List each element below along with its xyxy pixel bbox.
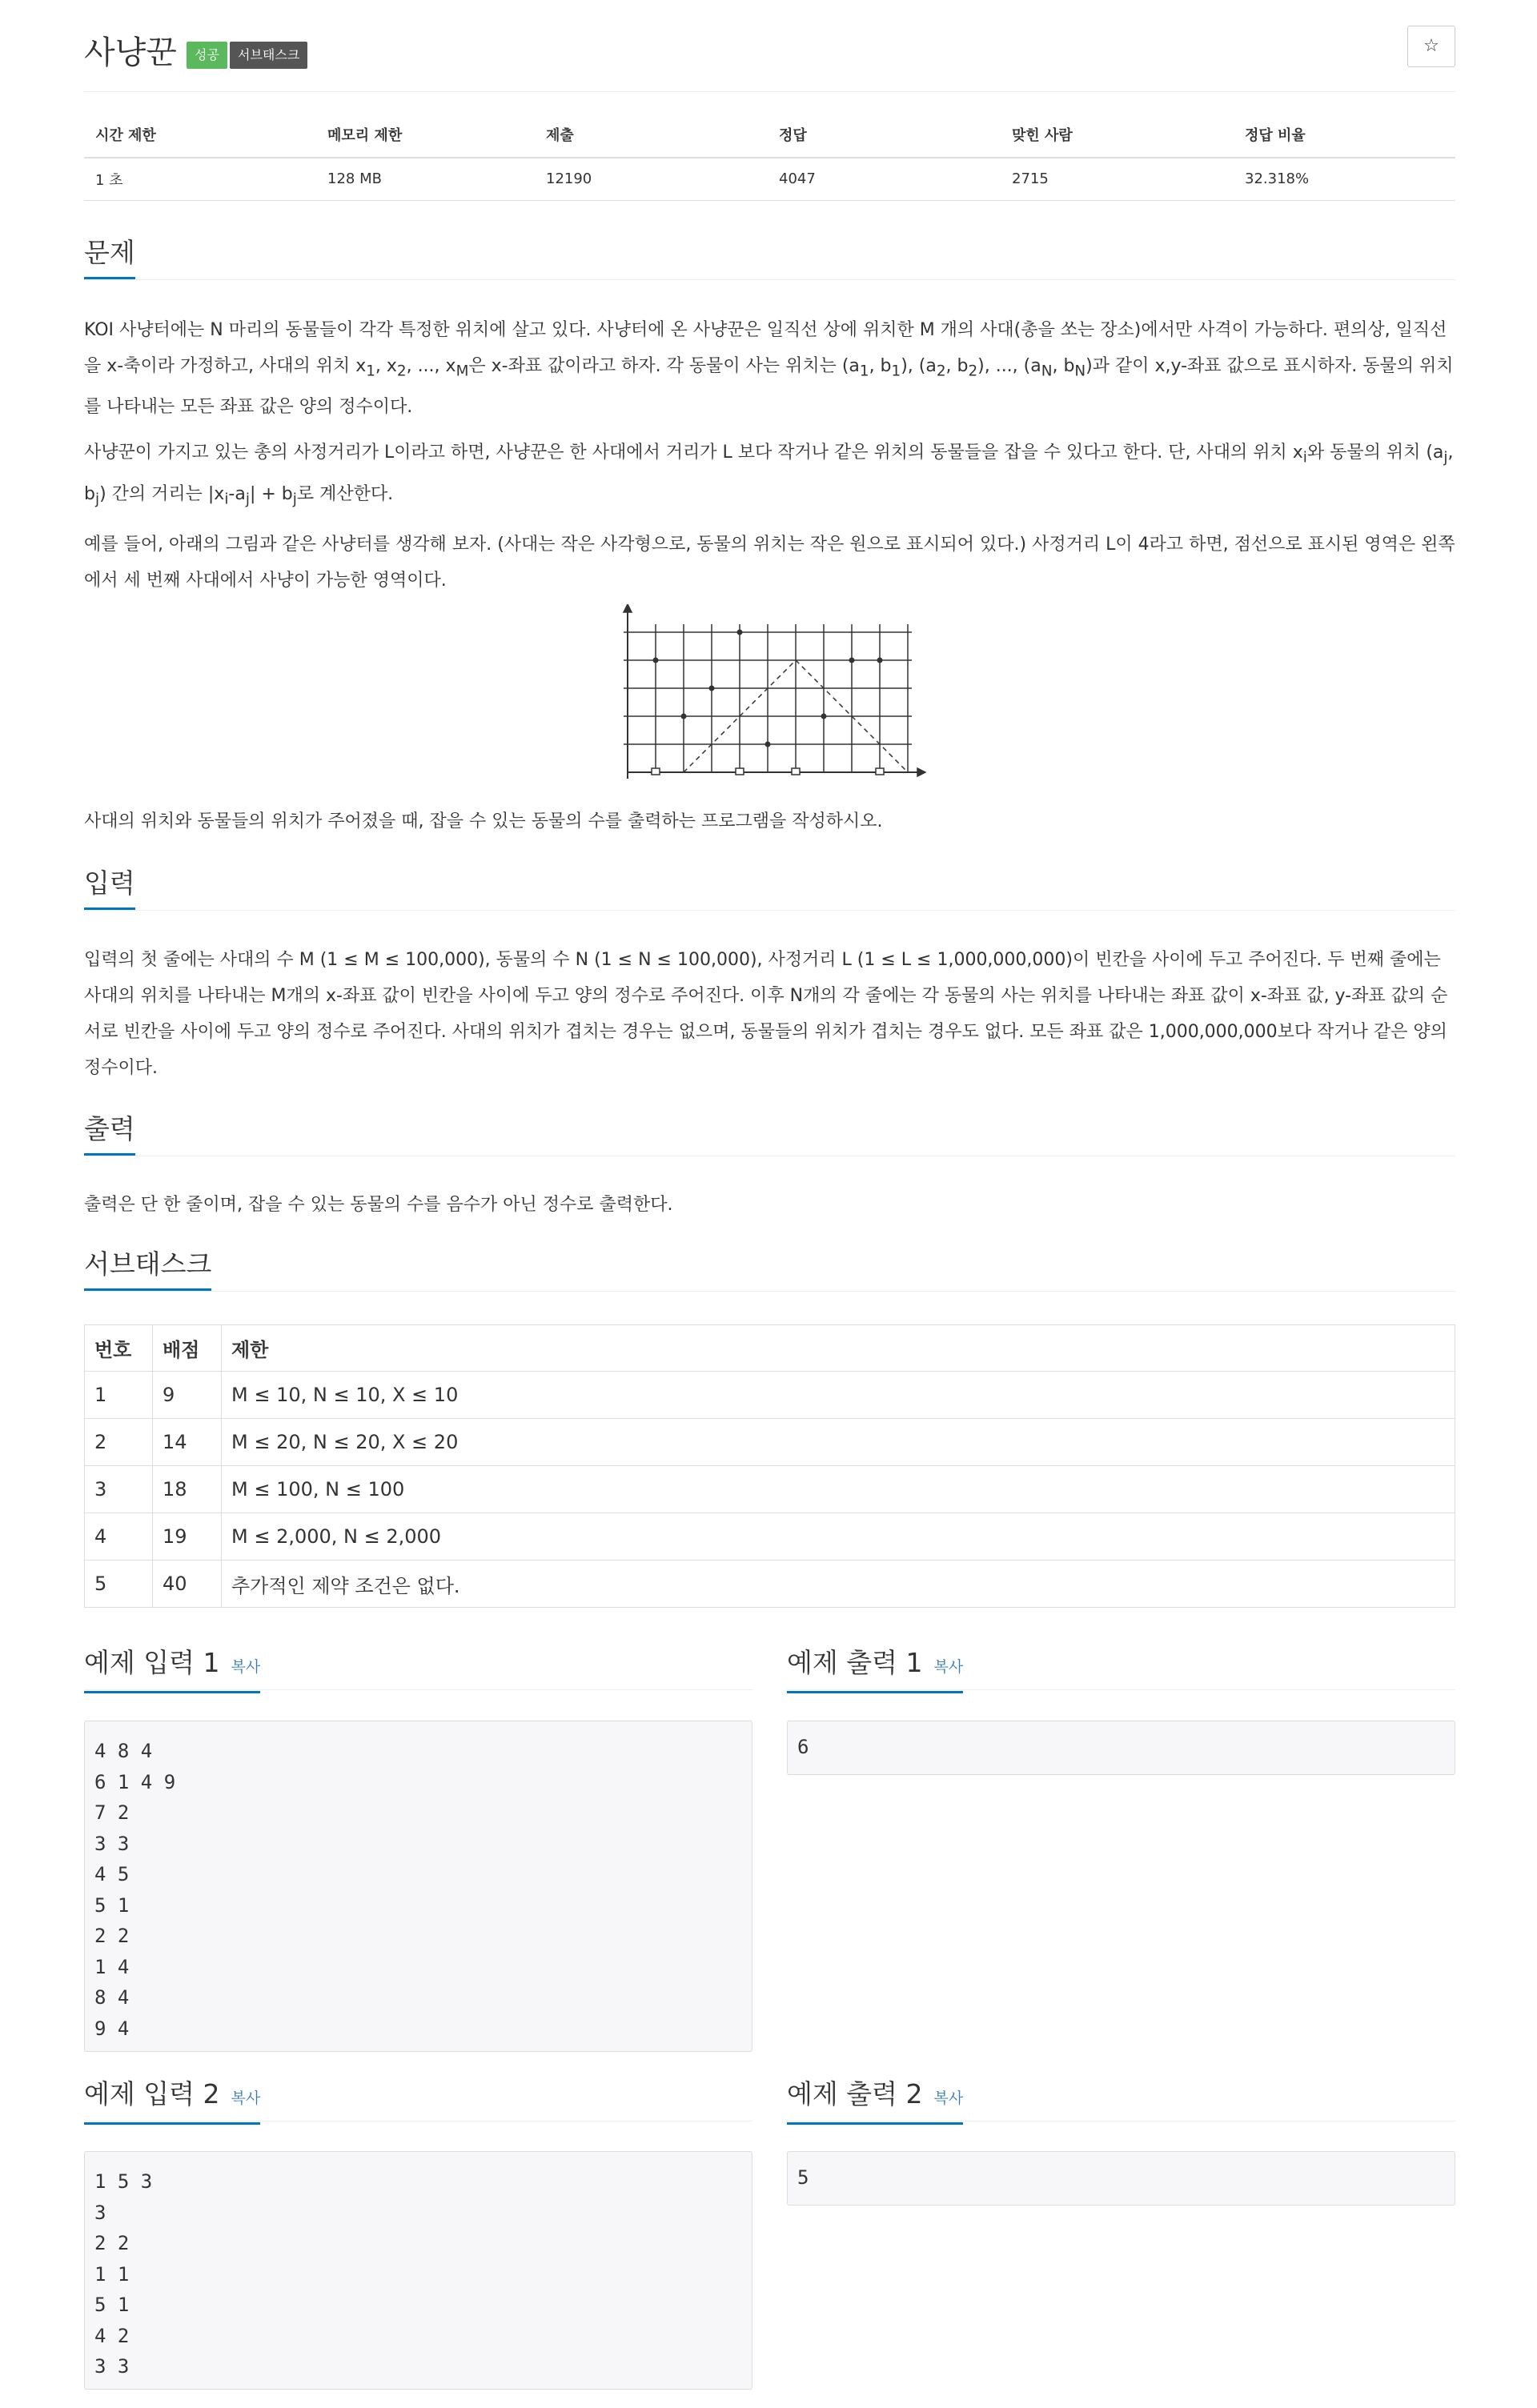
sample-input-1-title: 예제 입력 1 bbox=[84, 1647, 220, 1678]
subtask-header: 제한 bbox=[222, 1325, 1455, 1372]
star-button[interactable] bbox=[1407, 26, 1455, 67]
subtask-number: 2 bbox=[85, 1419, 153, 1466]
info-value: 12190 bbox=[535, 158, 768, 200]
copy-sample-output-2-link[interactable]: 복사 bbox=[933, 2089, 964, 2107]
info-header: 정답 bbox=[768, 112, 1001, 158]
sample-input-2-title: 예제 입력 2 bbox=[84, 2078, 220, 2110]
subtask-section bbox=[84, 1242, 1455, 1292]
subtask-number: 3 bbox=[85, 1466, 153, 1513]
sample-input-1-headline bbox=[84, 1641, 752, 1690]
info-header: 맞힌 사람 bbox=[1001, 112, 1234, 158]
problem-info-table bbox=[84, 112, 1455, 201]
table-row bbox=[85, 1372, 1455, 1419]
subtask-limit: M ≤ 10, N ≤ 10, X ≤ 10 bbox=[222, 1372, 1455, 1419]
subtask-header: 배점 bbox=[153, 1325, 222, 1372]
sample-output-2-headline bbox=[787, 2072, 1455, 2122]
copy-sample-input-1-link[interactable]: 복사 bbox=[231, 1658, 261, 1676]
sample-output-1-section bbox=[787, 1641, 1455, 1690]
copy-sample-input-2-link[interactable]: 복사 bbox=[231, 2089, 261, 2107]
subtask-limit: M ≤ 20, N ≤ 20, X ≤ 20 bbox=[222, 1419, 1455, 1466]
table-row bbox=[85, 1466, 1455, 1513]
sample-output-2[interactable]: 5 bbox=[787, 2151, 1455, 2206]
subtask-score: 18 bbox=[153, 1466, 222, 1513]
sample-input-2-headline bbox=[84, 2072, 752, 2122]
sample-output-2-section bbox=[787, 2072, 1455, 2122]
sample-input-2-section bbox=[84, 2072, 752, 2122]
subtask-limit: M ≤ 2,000, N ≤ 2,000 bbox=[222, 1513, 1455, 1561]
sample-input-1-section bbox=[84, 1641, 752, 1690]
subtask-headline bbox=[84, 1242, 1455, 1292]
subtask-score: 9 bbox=[153, 1372, 222, 1419]
subtask-score: 19 bbox=[153, 1513, 222, 1561]
output-headline bbox=[84, 1107, 1455, 1156]
input-headline bbox=[84, 861, 1455, 911]
description-section bbox=[84, 230, 1455, 280]
subtask-score: 40 bbox=[153, 1561, 222, 1608]
star-icon: ☆ bbox=[1423, 36, 1439, 56]
subtask-number: 5 bbox=[85, 1561, 153, 1608]
animal-marker bbox=[737, 630, 743, 635]
output-body bbox=[84, 1187, 1455, 1223]
subtask-limit: 추가적인 제약 조건은 없다. bbox=[222, 1561, 1455, 1608]
description-body bbox=[84, 312, 1455, 599]
subtask-heading: 서브태스크 bbox=[84, 1245, 211, 1291]
table-row bbox=[85, 1419, 1455, 1466]
success-badge: 성공 bbox=[187, 42, 227, 69]
x-axis-arrow bbox=[917, 768, 925, 776]
y-axis-arrow bbox=[624, 604, 632, 612]
info-value: 32.318% bbox=[1234, 158, 1455, 200]
problem-page bbox=[84, 0, 1455, 2378]
info-value: 2715 bbox=[1001, 158, 1234, 200]
description-paragraph-1: KOI 사냥터에는 N 마리의 동물들이 각각 특정한 위치에 살고 있다. 사냥터에 온 사냥꾼은 일직선 상에 위치한 M 개의 사대(총을 쏘는 장소)에서만 사격이 가능하다. 편의상, 일직선을 x-축이라 가정하고, 사대의 위치 $x_1$, $x_2$, ..., $x_M$은 x-좌표 값이라고 하자. 각 동물이 사는 위치는 ($a_1$, $b_1$), ($a_2$, $b_2$), ..., ($a_N$, $b_N$)과 같이 x,y-좌표 값으로 표시하자. 동물의 위치를 나타내는 모든 좌표 값은 양의 정수이다. bbox=[84, 320, 1454, 418]
subtask-badge: 서브태스크 bbox=[230, 42, 307, 69]
subtask-number: 1 bbox=[85, 1372, 153, 1419]
info-value: 4047 bbox=[768, 158, 1001, 200]
sample-input-2[interactable]: 1 5 3 3 2 2 1 1 5 1 4 2 3 3 bbox=[84, 2151, 752, 2390]
subtask-header: 번호 bbox=[85, 1325, 153, 1372]
output-text: 출력은 단 한 줄이며, 잡을 수 있는 동물의 수를 음수가 아닌 정수로 출력한다. bbox=[84, 1195, 673, 1215]
station-marker bbox=[792, 768, 800, 775]
info-header: 정답 비율 bbox=[1234, 112, 1455, 158]
subtask-number: 4 bbox=[85, 1513, 153, 1561]
table-row bbox=[85, 1561, 1455, 1608]
sample-output-2-title: 예제 출력 2 bbox=[787, 2078, 923, 2110]
problem-title: 사냥꾼 bbox=[84, 34, 177, 71]
subtask-table bbox=[84, 1324, 1455, 1608]
sample-input-1[interactable]: 4 8 4 6 1 4 9 7 2 3 3 4 5 5 1 2 2 1 4 8 4 9 4 bbox=[84, 1721, 752, 2052]
description-headline bbox=[84, 230, 1455, 280]
sample-output-1-title: 예제 출력 1 bbox=[787, 1647, 923, 1678]
hunting-ground-figure bbox=[612, 604, 941, 790]
output-section bbox=[84, 1107, 1455, 1156]
animal-marker bbox=[849, 658, 855, 663]
input-section bbox=[84, 861, 1455, 911]
animal-marker bbox=[709, 686, 715, 691]
input-text: 입력의 첫 줄에는 사대의 수 M (1 ≤ M ≤ 100,000), 동물의 수 N (1 ≤ N ≤ 100,000), 사정거리 L (1 ≤ L ≤ 1,000,000,000)이 빈칸을 사이에 두고 주어진다. 두 번째 줄에는 사대의 위치를 나타내는 M개의 x-좌표 값이 빈칸을 사이에 두고 양의 정수로 주어진다. 이후 N개의 각 줄에는 각 동물의 사는 위치를 나타내는 좌표 값이 x-좌표 값, y-좌표 값의 순서로 빈칸을 사이에 두고 양의 정수로 주어진다. 사대의 위치가 겹치는 경우는 없으며, 동물들의 위치가 겹치는 경우도 없다. 모든 좌표 값은 1,000,000,000보다 작거나 같은 양의 정수이다. bbox=[84, 950, 1448, 1078]
animal-marker bbox=[681, 714, 687, 719]
animal-marker bbox=[877, 658, 883, 663]
info-value: 1 초 bbox=[84, 158, 316, 200]
info-value: 128 MB bbox=[316, 158, 535, 200]
description-paragraph-2: 사냥꾼이 가지고 있는 총의 사정거리가 L이라고 하면, 사냥꾼은 한 사대에서 거리가 L 보다 작거나 같은 위치의 동물들을 잡을 수 있다고 한다. 단, 사대의 위치 $x_i$와 동물의 위치 ($a_j$, $b_j$) 간의 거리는 $|x_i-a_j| + b_j$로 계산한다. bbox=[84, 443, 1454, 508]
subtask-score: 14 bbox=[153, 1419, 222, 1466]
input-body bbox=[84, 942, 1455, 1086]
copy-sample-output-1-link[interactable]: 복사 bbox=[933, 1658, 964, 1676]
sample-output-1[interactable]: 6 bbox=[787, 1721, 1455, 1775]
description-tail bbox=[84, 803, 1455, 839]
title-row bbox=[84, 0, 1455, 92]
info-header: 제출 bbox=[535, 112, 768, 158]
input-heading: 입력 bbox=[84, 864, 135, 910]
animal-marker bbox=[765, 742, 771, 747]
station-marker bbox=[876, 768, 884, 775]
info-header: 메모리 제한 bbox=[316, 112, 535, 158]
description-paragraph-3: 예를 들어, 아래의 그림과 같은 사냥터를 생각해 보자. (사대는 작은 사각형으로, 동물의 위치는 작은 원으로 표시되어 있다.) 사정거리 L이 4라고 하면, 점선으로 표시된 영역은 왼쪽에서 세 번째 사대에서 사냥이 가능한 영역이다. bbox=[84, 535, 1455, 591]
sample-output-1-headline bbox=[787, 1641, 1455, 1690]
station-marker bbox=[736, 768, 744, 775]
subtask-limit: M ≤ 100, N ≤ 100 bbox=[222, 1466, 1455, 1513]
info-header: 시간 제한 bbox=[84, 112, 316, 158]
animal-marker bbox=[653, 658, 659, 663]
description-heading: 문제 bbox=[84, 234, 135, 279]
subtask-table-wrap bbox=[84, 1324, 1455, 1608]
table-row bbox=[85, 1513, 1455, 1561]
output-heading: 출력 bbox=[84, 1110, 135, 1156]
description-paragraph-4: 사대의 위치와 동물들의 위치가 주어졌을 때, 잡을 수 있는 동물의 수를 출력하는 프로그램을 작성하시오. bbox=[84, 811, 883, 831]
animal-marker bbox=[821, 714, 827, 719]
station-marker bbox=[652, 768, 660, 775]
